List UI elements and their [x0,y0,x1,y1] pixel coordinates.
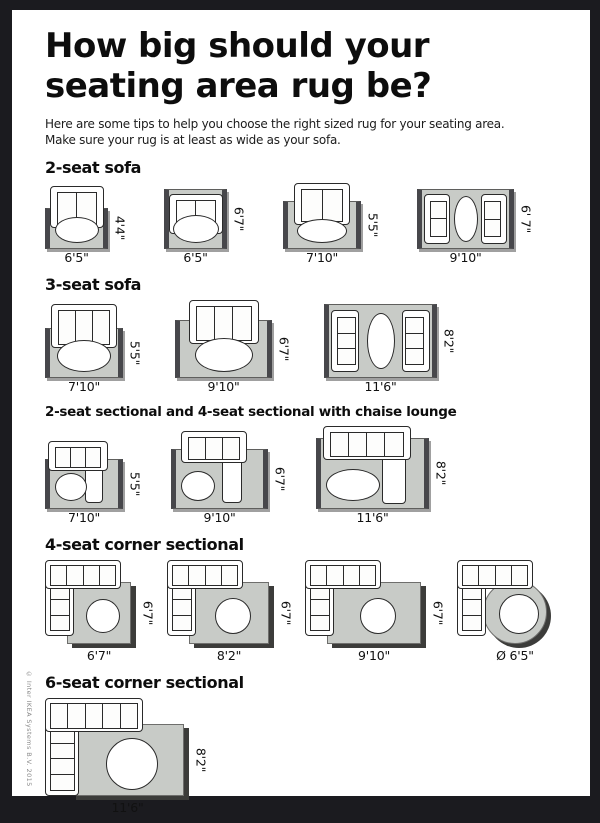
sofa-top-view [402,310,430,372]
sofa-cushion [99,566,115,585]
intro-line1: Here are some tips to help you choose the right sized rug for your seating area. [45,117,505,132]
sofa-cushion [485,218,500,236]
rug-height-label: 5'5" [365,212,381,238]
rug-diagram [417,189,536,266]
rug-width-label: 11'6" [356,509,389,525]
sofa-cushion [463,615,481,630]
section-heading: 2-seat sofa [45,157,142,177]
sofa-cushion [75,311,92,344]
sofa-seat-area [310,565,376,586]
sofa-cushion [338,349,355,364]
sofa-seat-area [50,584,70,631]
rug-width-label: 7'10" [67,378,101,394]
sofa-cushion [221,566,237,585]
sofa-cushion [205,438,222,459]
rug-height-label: 5'5" [127,340,143,366]
sofa-cushion [463,566,478,585]
corner-sofa-top-arm [457,560,533,589]
sofa-cushion [366,433,384,456]
rug-height-label: 6'7" [272,466,288,492]
rug-width-label: 6'5" [64,249,89,265]
sofa-cushion [495,566,511,585]
sofa-seat-area [50,703,138,729]
coffee-table [454,196,478,242]
sofa-cushion [214,307,232,340]
sofa-seat-area [484,201,501,237]
rug-height-label: 6'7" [430,600,446,626]
intro-line2: Make sure your rug is at least as wide as your sofa. [45,133,341,148]
sofa-cushion [173,566,188,585]
sofa-top-view [323,426,411,460]
diagram-row [45,426,566,526]
sofa-cushion [338,318,355,334]
rug-width-label: 9'10" [203,509,236,525]
sofa-cushion [406,348,423,364]
sofa-seat-area [462,584,482,631]
rug-diagram [171,431,290,526]
rug-height-label: 6'7" [276,336,292,362]
rug-width-label: 11'6" [364,378,397,394]
sofa-cushion [326,566,342,585]
sofa-seat-area [50,565,116,586]
sofa-cushion [511,566,527,585]
sofa-cushion [85,704,102,728]
rug-diagram [45,186,130,266]
sofa-cushion [102,704,119,728]
rug-diagram [175,300,294,395]
coffee-table [367,313,395,369]
rug-height-label: 8'2" [193,747,209,773]
rug-width-label: 8'2" [216,647,242,663]
rug-diagram [324,304,459,395]
rug-diagram [45,698,211,816]
section-heading: 4-seat corner sectional [45,534,244,554]
rug-width-label: 9'10" [207,378,240,394]
rug-height-label: 5'5" [127,471,143,497]
sofa-cushion [51,704,67,728]
rug-width-label: 6'7" [86,647,112,663]
section-heading: 3-seat sofa [45,274,142,294]
rug-width-label: Ø 6'5" [496,647,534,663]
sofa-cushion [66,566,82,585]
sofa-cushion [173,615,191,630]
sofa-seat-area [196,306,252,341]
rug-height-label: 8'2" [433,461,449,486]
sofa-cushion [56,448,70,467]
sofa-cushion [343,566,359,585]
sofa-seat-area [430,201,447,237]
page-title [45,26,566,106]
sofa-cushion [384,433,402,456]
coffee-table [215,598,251,634]
corner-sofa-left-arm [305,581,334,636]
sofa-cushion [348,433,366,456]
intro-text [45,117,566,149]
sofa-cushion [322,190,343,221]
sofa-cushion [85,448,100,467]
copyright-text: © Inter IKEA Systems B.V. 2015 [25,670,33,787]
rug-diagram [45,304,145,395]
rug-height-label: 4'4" [112,216,128,241]
coffee-table [57,340,111,372]
corner-sofa-left-arm [457,581,486,636]
sofa-cushion [51,566,66,585]
sofa-seat-area [310,584,330,631]
rug-height-label: 6'7" [231,206,247,232]
sofa-top-view [331,310,359,372]
poster-content [12,10,590,815]
rug-width-label: 6'5" [183,249,208,265]
diagram-row [45,300,566,395]
sections-container [45,158,566,816]
coffee-table [499,594,539,634]
sofa-seat-area [188,437,240,460]
sofa-seat-area [337,317,356,365]
corner-sofa-left-arm [167,581,196,636]
sofa-cushion [311,599,329,614]
sofa-seat-area [172,584,192,631]
rug-width-label: 11'6" [111,799,144,815]
sofa-cushion [59,311,75,344]
coffee-table [173,215,219,243]
sofa-cushion [478,566,494,585]
sofa-seat-area [462,565,528,586]
sofa-top-view [181,431,247,463]
sofa-cushion [311,566,326,585]
sofa-cushion [406,333,423,349]
diagram-row [45,698,566,816]
coffee-table [55,217,99,243]
coffee-table [326,469,380,501]
sofa-top-view [48,441,108,471]
sofa-cushion [359,566,375,585]
sofa-cushion [51,615,69,630]
rug-height-label: 6'7" [278,600,294,626]
sofa-cushion [311,615,329,630]
page-title-line1: How big should your [45,26,430,66]
sofa-seat-area [330,432,404,457]
corner-sofa-top-arm [45,698,143,732]
sofa-cushion [302,190,322,221]
rug-width-label: 9'10" [357,647,391,663]
corner-sofa-top-arm [45,560,121,589]
sofa-cushion [188,566,204,585]
sofa-cushion [83,566,99,585]
sofa-cushion [120,704,137,728]
coffee-table [181,471,215,501]
sofa-seat-area [301,189,343,222]
sofa-cushion [463,599,481,614]
rug-diagram [457,560,556,664]
sofa-cushion [197,307,214,340]
rug-diagram [305,560,448,664]
sofa-seat-area [55,447,101,468]
sofa-cushion [51,774,74,790]
sofa-cushion [431,219,446,236]
diagram-row [45,183,566,266]
sofa-cushion [70,448,85,467]
coffee-table [86,599,120,633]
sofa-seat-area [172,565,238,586]
corner-sofa-top-arm [305,560,381,589]
sofa-cushion [51,758,74,774]
sofa-cushion [51,743,74,759]
sofa-cushion [67,704,84,728]
coffee-table [360,598,396,634]
sofa-cushion [173,599,191,614]
page-title-line2: seating area rug be? [45,66,432,107]
sofa-cushion [232,307,250,340]
corner-sofa-top-arm [167,560,243,589]
diagram-row [45,560,566,664]
sofa-cushion [431,202,446,220]
sofa-cushion [189,438,205,459]
coffee-table [195,338,253,372]
rug-height-label: 6'7" [140,600,156,626]
rug-diagram [45,560,158,664]
sofa-cushion [222,438,239,459]
sofa-seat-area [50,727,75,791]
coffee-table [106,738,158,790]
sofa-cushion [205,566,221,585]
coffee-table [297,219,347,243]
sofa-cushion [406,318,423,333]
corner-sofa-left-arm [45,581,74,636]
rug-height-label: 8'2" [441,328,457,354]
sofa-top-view [481,194,507,244]
sofa-cushion [92,311,109,344]
sofa-top-view [424,194,450,244]
corner-sofa-left-arm [45,724,79,796]
rug-width-label: 9'10" [449,249,482,265]
rug-diagram [316,426,451,526]
rug-height-label: 6' 7" [518,204,534,233]
rug-diagram [45,441,145,526]
sofa-seat-area [405,317,424,365]
rug-diagram [167,560,296,664]
sofa-cushion [331,433,348,456]
sofa-cushion [51,599,69,614]
rug-diagram [164,189,249,266]
rug-width-label: 7'10" [67,509,101,525]
rug-width-label: 7'10" [305,249,339,265]
section-heading: 6-seat corner sectional [45,672,244,692]
section-heading: 2-seat sectional and 4-seat sectional with chaise lounge [45,403,457,420]
sofa-cushion [485,202,500,219]
coffee-table [55,473,87,501]
rug-diagram [283,183,383,266]
sofa-cushion [338,334,355,350]
